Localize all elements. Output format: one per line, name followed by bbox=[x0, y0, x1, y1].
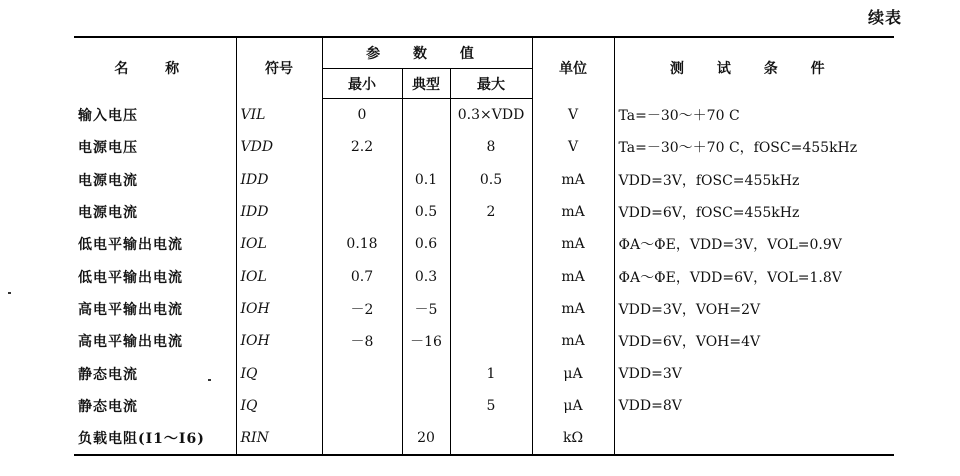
row-typ: 20 bbox=[402, 422, 450, 455]
table-row bbox=[74, 196, 894, 228]
row-name: 低电平输出电流 bbox=[78, 237, 183, 254]
row-max bbox=[450, 422, 532, 455]
row-min: 0 bbox=[322, 99, 402, 132]
row-min bbox=[322, 196, 402, 228]
row-name: 高电平输出电流 bbox=[78, 301, 183, 318]
row-symbol: IOL bbox=[236, 260, 322, 292]
row-min bbox=[322, 164, 402, 196]
row-conditions: ΦA～ΦE，VDD=6V，VOL=1.8V bbox=[614, 260, 894, 292]
row-min: 0.18 bbox=[322, 228, 402, 260]
row-unit: mA bbox=[532, 164, 614, 196]
row-typ bbox=[402, 357, 450, 389]
table-row bbox=[74, 293, 894, 325]
spec-table bbox=[74, 36, 894, 456]
row-min: 0.7 bbox=[322, 260, 402, 292]
row-typ bbox=[402, 390, 450, 422]
row-symbol: VDD bbox=[236, 131, 322, 163]
row-conditions: VDD=3V，fOSC=455kHz bbox=[614, 164, 894, 196]
row-typ: 0.3 bbox=[402, 260, 450, 292]
row-min: －8 bbox=[322, 325, 402, 357]
row-max: 2 bbox=[450, 196, 532, 228]
row-max: 0.3×VDD bbox=[450, 99, 532, 132]
row-symbol: IDD bbox=[236, 164, 322, 196]
row-symbol: IOL bbox=[236, 228, 322, 260]
row-conditions: VDD=3V，VOH=2V bbox=[614, 293, 894, 325]
table-row bbox=[74, 422, 894, 455]
row-unit: mA bbox=[532, 196, 614, 228]
row-unit: mA bbox=[532, 325, 614, 357]
table-row bbox=[74, 131, 894, 163]
row-unit: V bbox=[532, 131, 614, 163]
row-max bbox=[450, 260, 532, 292]
row-min: －2 bbox=[322, 293, 402, 325]
row-max: 1 bbox=[450, 357, 532, 389]
table-row bbox=[74, 228, 894, 260]
row-name: 电源电流 bbox=[78, 205, 138, 222]
row-typ: 0.5 bbox=[402, 196, 450, 228]
scan-mark bbox=[208, 379, 211, 381]
row-max: 0.5 bbox=[450, 164, 532, 196]
header-unit: 单位 bbox=[532, 37, 614, 99]
row-typ bbox=[402, 99, 450, 132]
header-min: 最小 bbox=[322, 69, 402, 99]
header-conditions: 测 试 条 件 bbox=[614, 37, 894, 99]
row-max bbox=[450, 325, 532, 357]
row-name: 负载电阻(I1～I6) bbox=[74, 422, 236, 455]
row-typ bbox=[402, 131, 450, 163]
row-min bbox=[322, 390, 402, 422]
row-symbol: IQ bbox=[236, 390, 322, 422]
row-name: 电源电流 bbox=[78, 172, 138, 189]
table-row bbox=[74, 99, 894, 132]
row-name: 低电平输出电流 bbox=[78, 269, 183, 286]
table-row bbox=[74, 325, 894, 357]
row-name: 静态电流 bbox=[78, 366, 138, 383]
row-conditions bbox=[614, 422, 894, 455]
table-row bbox=[74, 260, 894, 292]
row-typ: －5 bbox=[402, 293, 450, 325]
row-conditions: ΦA～ΦE，VDD=3V，VOL=0.9V bbox=[614, 228, 894, 260]
row-unit: μA bbox=[532, 357, 614, 389]
row-unit: V bbox=[532, 99, 614, 132]
row-symbol: IOH bbox=[236, 293, 322, 325]
row-conditions: VDD=6V，VOH=4V bbox=[614, 325, 894, 357]
row-typ: 0.6 bbox=[402, 228, 450, 260]
row-conditions: Ta=－30～＋70 C bbox=[614, 99, 894, 132]
row-max bbox=[450, 293, 532, 325]
table-row bbox=[74, 164, 894, 196]
row-conditions: VDD=3V bbox=[614, 357, 894, 389]
row-typ: －16 bbox=[402, 325, 450, 357]
header-typ: 典型 bbox=[402, 69, 450, 99]
row-symbol: VIL bbox=[236, 99, 322, 132]
row-max bbox=[450, 228, 532, 260]
row-min bbox=[322, 422, 402, 455]
row-symbol: IQ bbox=[236, 357, 322, 389]
row-symbol: IDD bbox=[236, 196, 322, 228]
row-unit: mA bbox=[532, 260, 614, 292]
row-name: 输入电压 bbox=[78, 107, 138, 124]
row-unit: kΩ bbox=[532, 422, 614, 455]
row-max: 5 bbox=[450, 390, 532, 422]
row-min: 2.2 bbox=[322, 131, 402, 163]
row-max: 8 bbox=[450, 131, 532, 163]
row-typ: 0.1 bbox=[402, 164, 450, 196]
row-unit: μA bbox=[532, 390, 614, 422]
table-caption: 续表 bbox=[867, 8, 902, 27]
row-symbol: IOH bbox=[236, 325, 322, 357]
row-unit: mA bbox=[532, 293, 614, 325]
row-name: 静态电流 bbox=[78, 398, 138, 415]
header-params: 参 数 值 bbox=[322, 37, 532, 69]
header-symbol: 符号 bbox=[236, 37, 322, 99]
row-conditions: Ta=－30～＋70 C，fOSC=455kHz bbox=[614, 131, 894, 163]
header-name: 名 称 bbox=[74, 37, 236, 99]
row-unit: mA bbox=[532, 228, 614, 260]
table-row bbox=[74, 357, 894, 389]
row-name: 高电平输出电流 bbox=[78, 334, 183, 351]
table-body bbox=[74, 99, 894, 456]
row-min bbox=[322, 357, 402, 389]
table-header bbox=[74, 37, 894, 99]
row-conditions: VDD=8V bbox=[614, 390, 894, 422]
row-conditions: VDD=6V，fOSC=455kHz bbox=[614, 196, 894, 228]
header-max: 最大 bbox=[450, 69, 532, 99]
scan-mark bbox=[8, 292, 11, 294]
table-row bbox=[74, 390, 894, 422]
row-name: 电源电压 bbox=[78, 140, 138, 157]
row-symbol: RIN bbox=[236, 422, 322, 455]
